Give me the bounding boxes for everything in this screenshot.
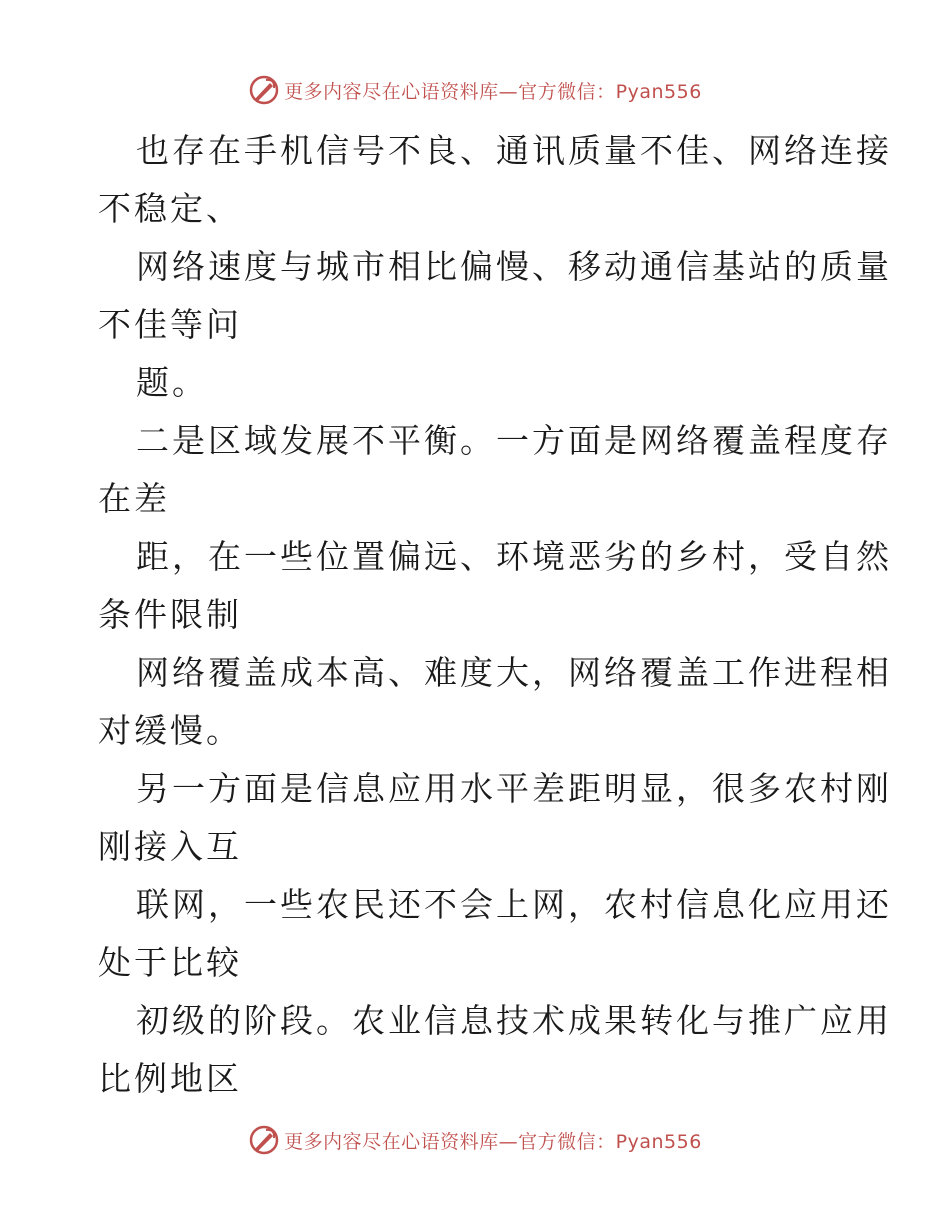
document-body xyxy=(98,122,892,1108)
text-line: 网络速度与城市相比偏慢、移动通信基站的质量 xyxy=(136,247,892,286)
text-line: 距，在一些位置偏远、环境恶劣的乡村，受自然 xyxy=(136,537,892,576)
text-line: 条件限制 xyxy=(98,595,242,634)
header-banner xyxy=(0,70,950,110)
text-line: 网络覆盖成本高、难度大，网络覆盖工作进程相 xyxy=(136,653,892,692)
text-line: 对缓慢。 xyxy=(98,711,242,750)
text-line: 联网，一些农民还不会上网，农村信息化应用还 xyxy=(136,885,892,924)
text-line: 处于比较 xyxy=(98,943,242,982)
text-line: 刚接入互 xyxy=(98,827,242,866)
text-line: 二是区域发展不平衡。一方面是网络覆盖程度存 xyxy=(136,421,892,460)
text-line: 初级的阶段。农业信息技术成果转化与推广应用 xyxy=(136,1001,892,1040)
footer-banner-text: 更多内容尽在心语资料库—官方微信：Pyan556 xyxy=(284,1130,702,1153)
text-line: 题。 xyxy=(136,363,208,402)
text-line: 比例地区 xyxy=(98,1059,242,1098)
quill-logo-icon xyxy=(248,74,280,106)
quill-logo-icon xyxy=(248,1124,280,1156)
header-banner-text: 更多内容尽在心语资料库—官方微信：Pyan556 xyxy=(284,80,702,103)
text-line: 在差 xyxy=(98,479,170,518)
text-line: 另一方面是信息应用水平差距明显，很多农村刚 xyxy=(136,769,892,808)
text-line: 不佳等问 xyxy=(98,305,242,344)
text-line: 不稳定、 xyxy=(98,189,242,228)
footer-banner xyxy=(0,1120,950,1160)
text-line: 也存在手机信号不良、通讯质量不佳、网络连接 xyxy=(136,131,892,170)
